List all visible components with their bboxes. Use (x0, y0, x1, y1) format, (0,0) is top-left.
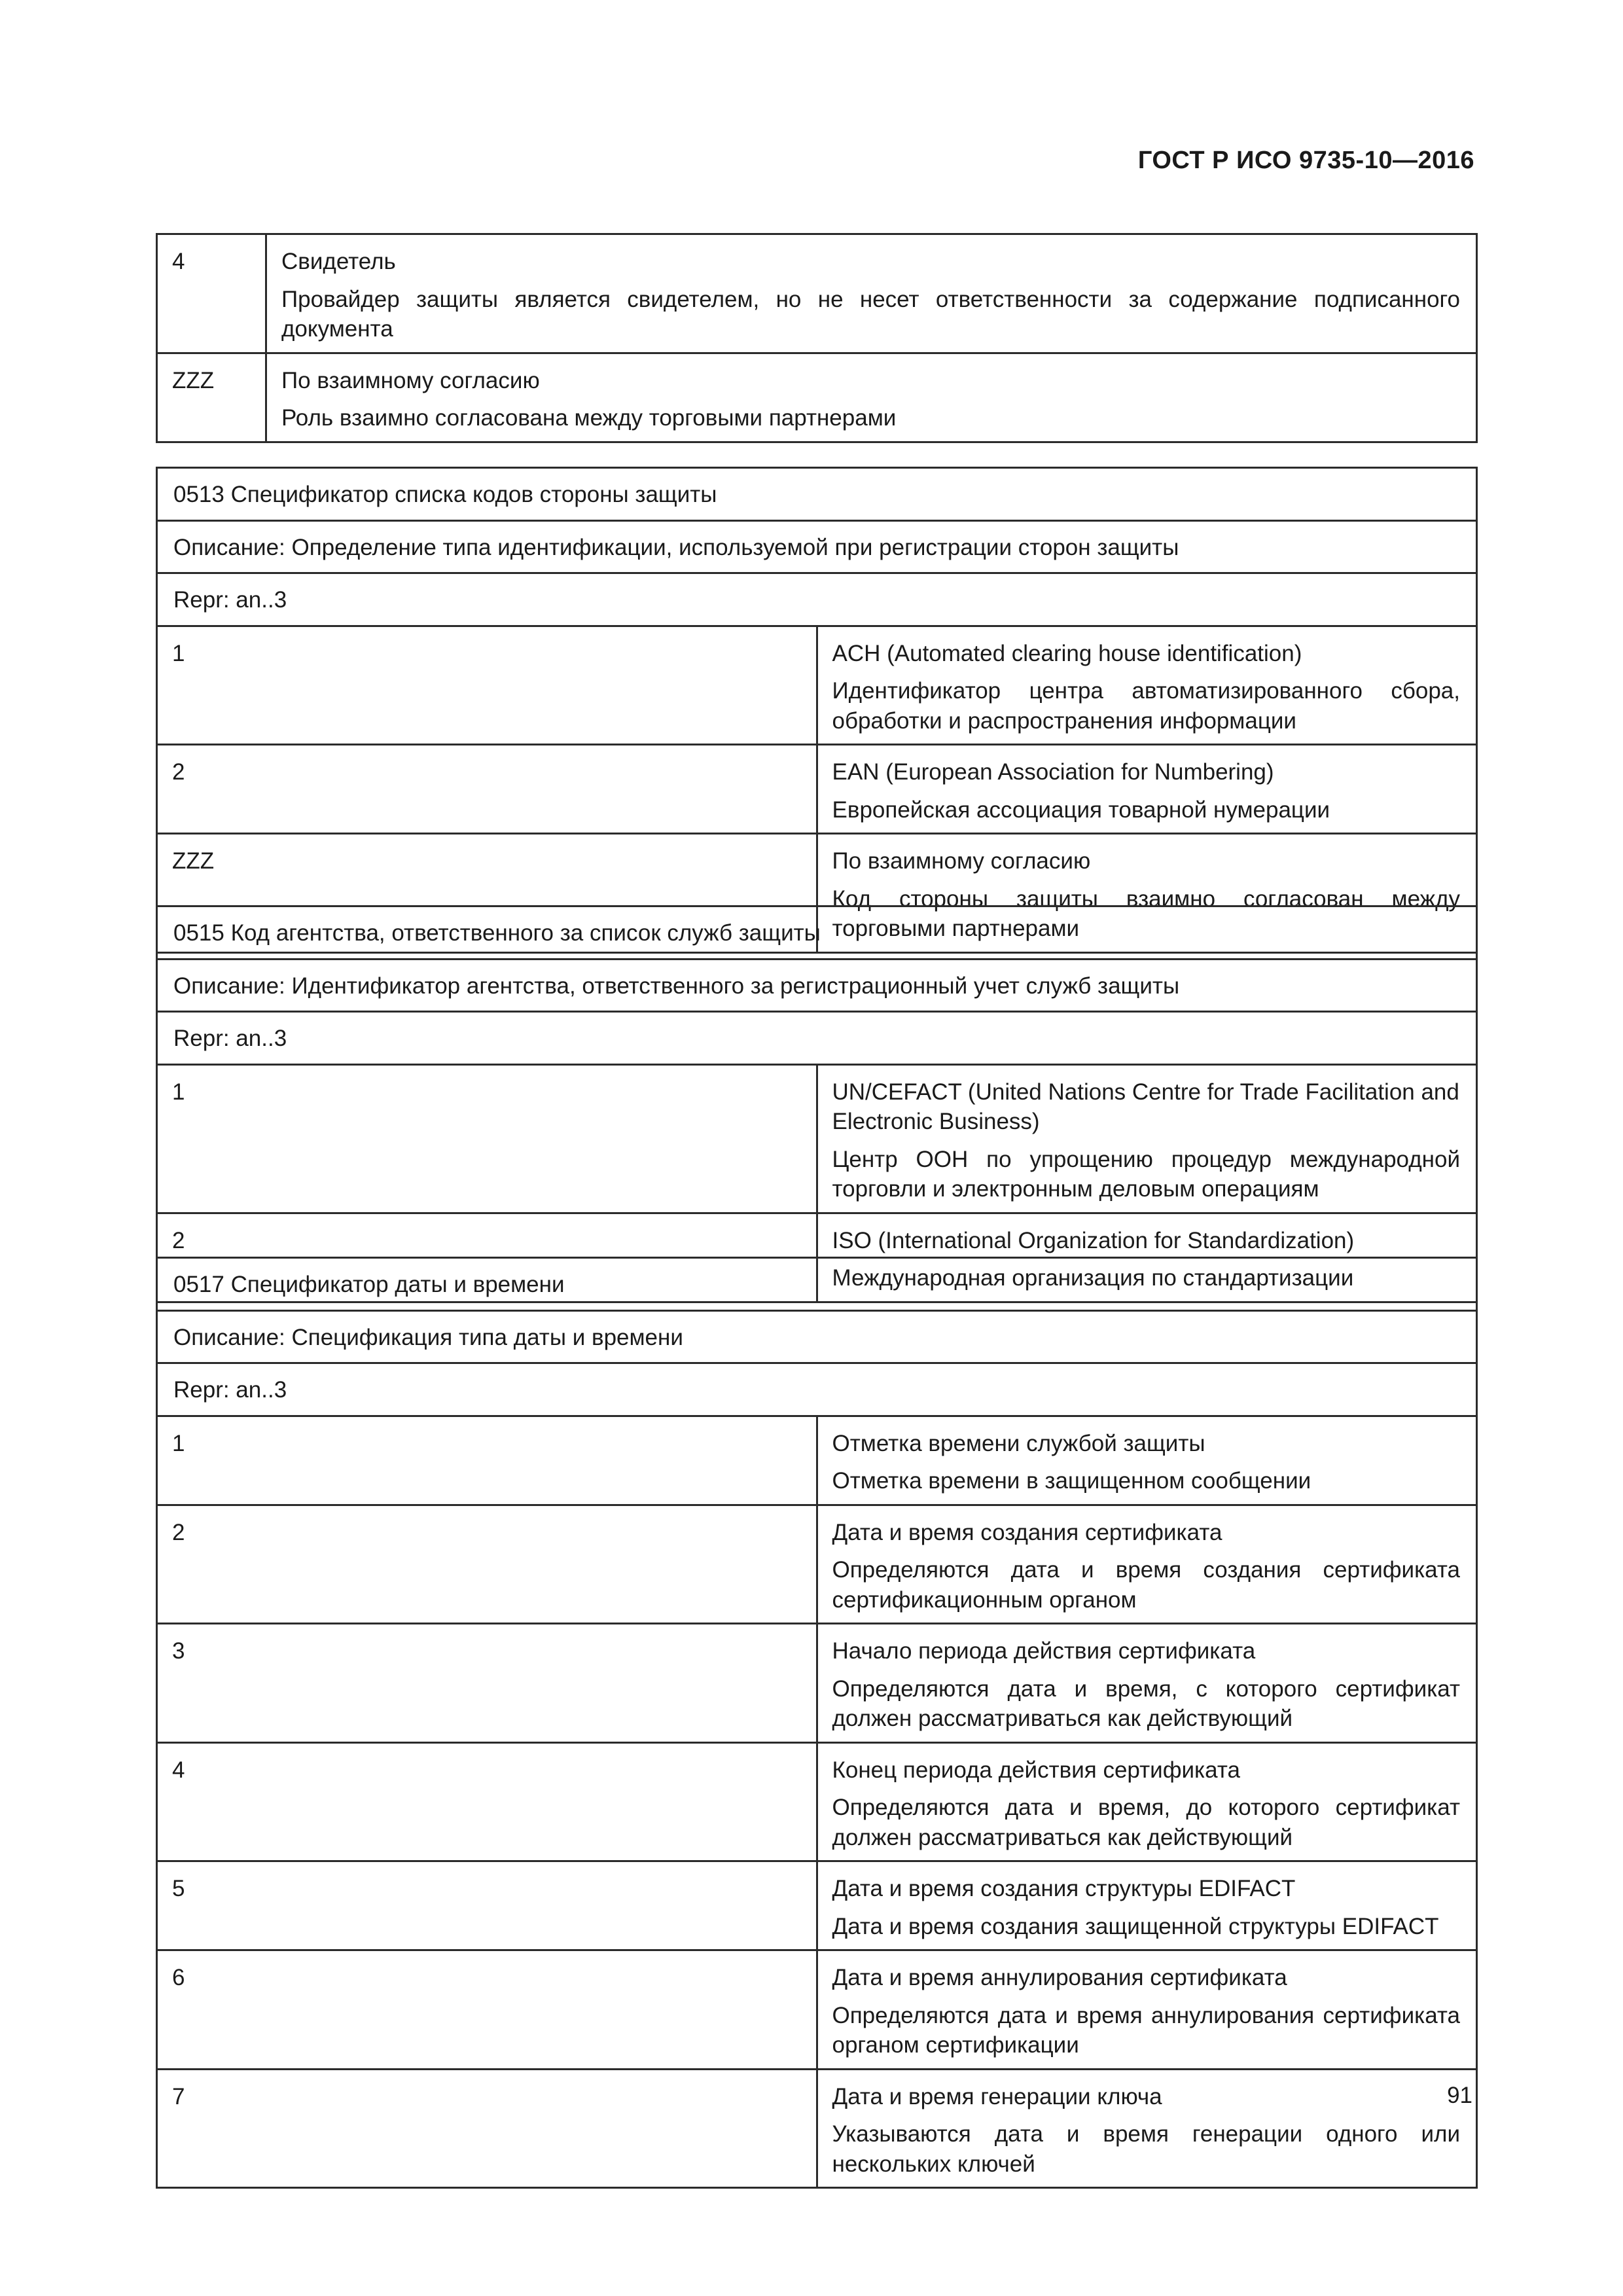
table-repr: Repr: an..3 (157, 1363, 1477, 1416)
table-repr-row (157, 1363, 1477, 1416)
code-term: UN/CEFACT (United Nations Centre for Trade Facilitation and Electronic Business) (832, 1079, 1459, 1134)
code-list-table-0515 (156, 905, 1478, 1303)
table-description: Описание: Идентификатор агентства, ответственного за регистрационный учет служб защиты (157, 959, 1477, 1012)
table-row (157, 745, 1477, 834)
code-explanation: Роль взаимно согласована между торговыми партнерами (281, 405, 897, 431)
code-term: Дата и время создания структуры EDIFACT (832, 1876, 1296, 1901)
code-explanation: Провайдер защиты является свидетелем, но не несет ответственности за содержание подписанного документа (281, 286, 1460, 342)
code-list-table-0513 (156, 467, 1478, 954)
table-row (157, 1742, 1477, 1861)
code-term: Дата и время генерации ключа (832, 2083, 1162, 2109)
code-cell: 2 (157, 745, 817, 834)
page-number: 91 (1447, 2083, 1472, 2108)
description-cell (817, 1064, 1477, 1213)
code-term: Свидетель (281, 249, 396, 274)
description-cell (817, 1505, 1477, 1624)
table-title-row (157, 1258, 1477, 1311)
code-explanation: Указываются дата и время генерации одного или нескольких ключей (832, 2121, 1460, 2177)
table-description-row (157, 520, 1477, 573)
table-description: Описание: Спецификация типа даты и времени (157, 1310, 1477, 1363)
code-explanation: Идентификатор центра автоматизированного сбора, обработки и распространения информации (832, 678, 1460, 734)
code-explanation: Определяются дата и время, до которого сертификат должен рассматриваться как действующий (832, 1795, 1460, 1850)
code-term: Дата и время создания сертификата (832, 1519, 1222, 1545)
table-description: Описание: Определение типа идентификации, используемой при регистрации сторон защиты (157, 520, 1477, 573)
code-term: EAN (European Association for Numbering) (832, 759, 1274, 785)
code-term: Начало периода действия сертификата (832, 1638, 1256, 1664)
code-explanation: Дата и время создания защищенной структуры EDIFACT (832, 1913, 1439, 1939)
continued-code-table (156, 233, 1478, 443)
table-description-row (157, 959, 1477, 1012)
table-row (157, 1416, 1477, 1505)
code-explanation: Отметка времени в защищенном сообщении (832, 1468, 1311, 1494)
table-title: 0515 Код агентства, ответственного за список служб защиты (157, 906, 1477, 960)
code-cell: ZZZ (157, 353, 266, 442)
description-cell (817, 2069, 1477, 2188)
table-repr-row (157, 573, 1477, 626)
description-cell (817, 1416, 1477, 1505)
code-cell: 3 (157, 1624, 817, 1743)
table-row (157, 626, 1477, 745)
table-row (157, 1861, 1477, 1950)
table-row (157, 1624, 1477, 1743)
code-explanation: Европейская ассоциация товарной нумерации (832, 797, 1330, 823)
code-list-table-0517 (156, 1257, 1478, 2189)
code-term: Конец периода действия сертификата (832, 1757, 1240, 1783)
code-cell: 7 (157, 2069, 817, 2188)
code-term: ISO (International Organization for Standardization) (832, 1227, 1355, 1253)
description-cell (817, 1861, 1477, 1950)
description-cell (817, 626, 1477, 745)
code-explanation: Определяются дата и время, с которого сертификат должен рассматриваться как действующий (832, 1676, 1460, 1731)
code-cell: 4 (157, 1742, 817, 1861)
code-explanation: Международная организация по стандартизации (832, 1265, 1354, 1291)
table-repr-row (157, 1012, 1477, 1065)
page-header-standard-id: ГОСТ Р ИСО 9735-10—2016 (1137, 147, 1474, 174)
table-row (157, 1950, 1477, 2070)
table-title: 0513 Спецификатор списка кодов стороны защиты (157, 468, 1477, 521)
description-cell (817, 745, 1477, 834)
table-row (157, 2069, 1477, 2188)
table-row (157, 353, 1477, 442)
table-title-row (157, 906, 1477, 960)
table-row (157, 1505, 1477, 1624)
code-cell: 1 (157, 1064, 817, 1213)
code-cell: 5 (157, 1861, 817, 1950)
code-cell: 6 (157, 1950, 817, 2070)
table-repr: Repr: an..3 (157, 1012, 1477, 1065)
code-explanation: Код стороны защиты взаимно согласован между торговыми партнерами (832, 886, 1460, 941)
table-repr: Repr: an..3 (157, 573, 1477, 626)
code-explanation: Определяются дата и время создания сертификата сертификационным органом (832, 1557, 1460, 1613)
description-cell (266, 353, 1477, 442)
table-title-row (157, 468, 1477, 521)
table-row (157, 1064, 1477, 1213)
code-explanation: Центр ООН по упрощению процедур международной торговли и электронным деловым операциям (832, 1146, 1460, 1202)
code-explanation: Определяются дата и время аннулирования сертификата органом сертификации (832, 2002, 1460, 2058)
code-term: По взаимному согласию (281, 367, 540, 393)
code-cell: 2 (157, 1505, 817, 1624)
code-cell: 1 (157, 1416, 817, 1505)
code-term: Дата и время аннулирования сертификата (832, 1965, 1287, 1990)
table-description-row (157, 1310, 1477, 1363)
description-cell (817, 1950, 1477, 2070)
description-cell (817, 1624, 1477, 1743)
code-cell: 1 (157, 626, 817, 745)
code-cell: ZZZ (157, 834, 817, 953)
code-term: ACH (Automated clearing house identification) (832, 640, 1302, 666)
code-term: Отметка времени службой защиты (832, 1430, 1205, 1456)
description-cell (266, 234, 1477, 353)
code-cell: 4 (157, 234, 266, 353)
description-cell (817, 1742, 1477, 1861)
code-term: По взаимному согласию (832, 848, 1091, 874)
table-title: 0517 Спецификатор даты и времени (157, 1258, 1477, 1311)
table-row (157, 234, 1477, 353)
code-cell: 2 (157, 1213, 817, 1302)
